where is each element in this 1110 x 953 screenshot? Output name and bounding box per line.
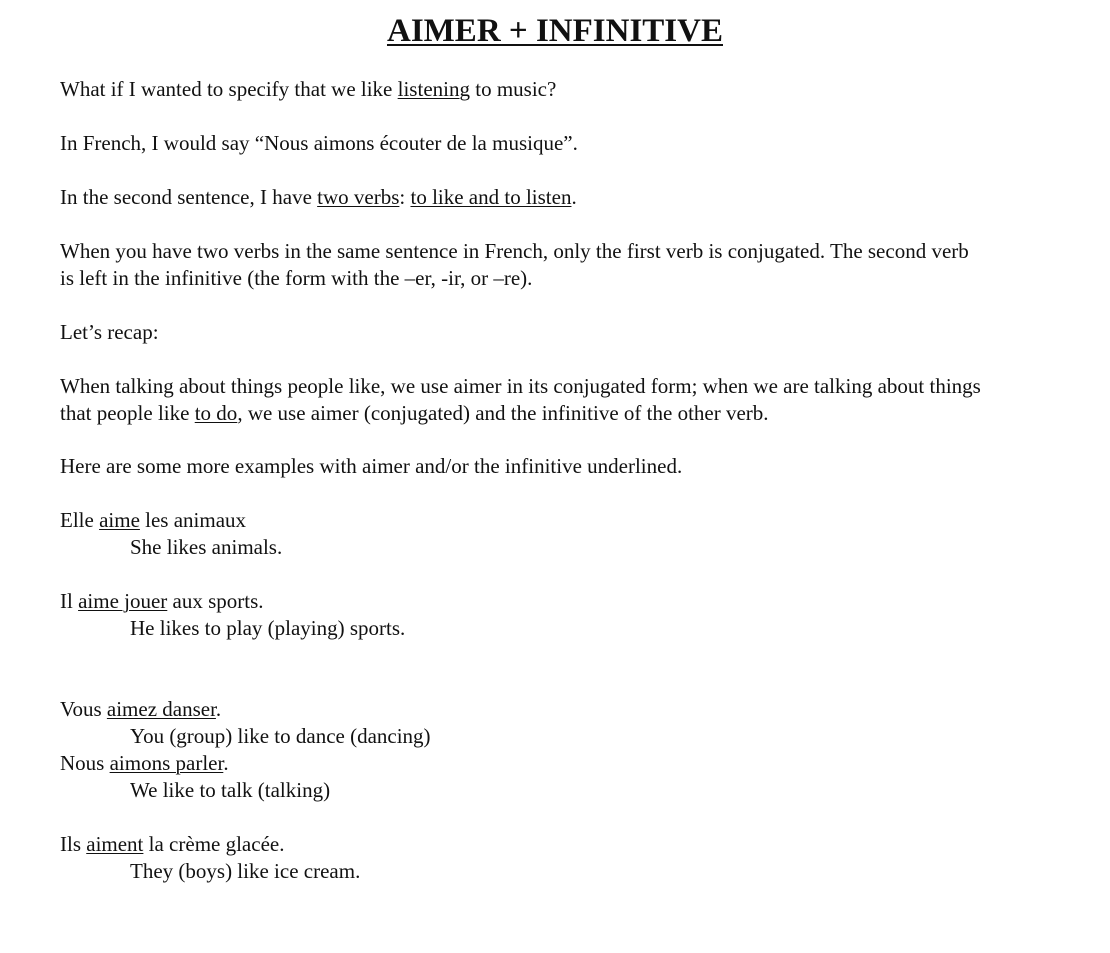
- text-run: la crème glacée.: [143, 832, 285, 856]
- underlined-word: listening: [397, 77, 470, 101]
- examples-intro: Here are some more examples with aimer and/or the infinitive underlined.: [60, 454, 683, 478]
- example-french: [60, 588, 1095, 615]
- underlined-verb: aimons parler: [109, 751, 224, 775]
- example-item: [60, 750, 1095, 804]
- french-example-paragraph: In French, I would say “Nous aimons écouter de la musique”.: [60, 131, 578, 155]
- underlined-verb: aimez danser: [106, 697, 216, 721]
- example-french: [60, 831, 1095, 858]
- text-run: :: [399, 185, 411, 209]
- text-run: that people like: [60, 401, 195, 425]
- recap-paragraph: [60, 373, 1095, 427]
- example-translation: He likes to play (playing) sports.: [130, 616, 406, 640]
- text-run: Il: [60, 589, 79, 613]
- recap-line: [60, 400, 1095, 427]
- example-translation: We like to talk (talking): [130, 778, 331, 802]
- example-translation: You (group) like to dance (dancing): [130, 724, 431, 748]
- example-french: [60, 750, 1095, 777]
- underlined-verb: aime jouer: [78, 589, 168, 613]
- text-run: Nous: [60, 751, 110, 775]
- page-title: AIMER + INFINITIVE: [386, 13, 723, 49]
- rule-line: is left in the infinitive (the form with the –er, -ir, or –re).: [60, 266, 533, 290]
- question-paragraph: [60, 76, 1095, 103]
- example-item: [60, 507, 1095, 561]
- rule-paragraph: [60, 238, 1095, 292]
- text-run: .: [215, 697, 222, 721]
- example-translation: They (boys) like ice cream.: [130, 859, 361, 883]
- text-run: .: [223, 751, 229, 775]
- example-translation: She likes animals.: [130, 535, 283, 559]
- text-run: les animaux: [139, 508, 247, 532]
- text-run: In the second sentence, I have: [60, 185, 318, 209]
- example-french: [60, 696, 1095, 723]
- underlined-phrase: two verbs: [317, 185, 400, 209]
- recap-line: When talking about things people like, we use aimer in its conjugated form; when we are talking about things: [60, 374, 981, 398]
- rule-line: When you have two verbs in the same sentence in French, only the first verb is conjugated. The second verb: [60, 239, 969, 263]
- example-item: [60, 588, 1095, 642]
- text-run: Elle: [60, 508, 100, 532]
- example-item: [60, 696, 1095, 750]
- underlined-phrase: to do: [194, 401, 238, 425]
- example-item: [60, 831, 1095, 885]
- text-run: to music?: [469, 77, 557, 101]
- text-run: , we use aimer (conjugated) and the infinitive of the other verb.: [237, 401, 769, 425]
- underlined-verb: aiment: [86, 832, 144, 856]
- recap-heading: Let’s recap:: [60, 320, 159, 344]
- example-french: [60, 507, 1095, 534]
- text-run: .: [571, 185, 577, 209]
- text-run: aux sports.: [167, 589, 264, 613]
- underlined-verb: aime: [99, 508, 140, 532]
- underlined-phrase: to like and to listen: [410, 185, 572, 209]
- text-run: Ils: [60, 832, 87, 856]
- two-verbs-paragraph: [60, 184, 1095, 211]
- text-run: What if I wanted to specify that we like: [60, 77, 398, 101]
- text-run: Vous: [60, 697, 107, 721]
